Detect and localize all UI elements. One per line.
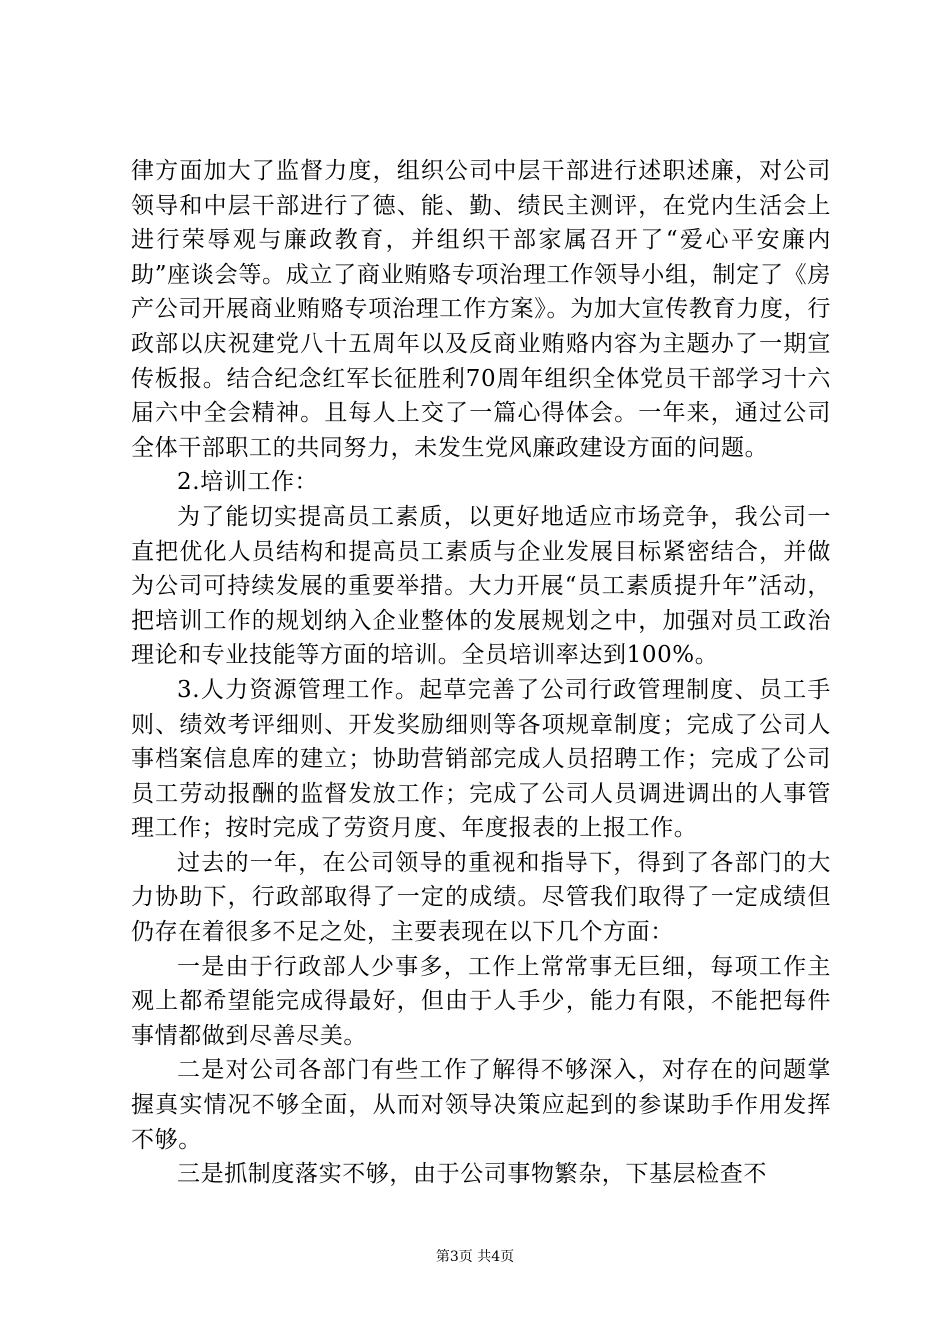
heading-training: 2.培训工作：: [177, 469, 319, 496]
paragraph-issue-two: 二是对公司各部门有些工作了解得不够深入，对存在的问题掌握真实情况不够全面，从而对领导决策应起到的参谋助手作用发挥不够。: [131, 1057, 831, 1153]
paragraph-continuation: 律方面加大了监督力度，组织公司中层干部进行述职述廉，对公司领导和中层干部进行了德、能、勤、绩民主测评，在党内生活会上进行荣辱观与廉政教育，并组织干部家属召开了“爱心平安廉内助”座谈会等。成立了商业贿赂专项治理工作领导小组，制定了《房产公司开展商业贿赂专项治理工作方案》。为加大宣传教育力度，行政部以庆祝建党八十五周年以及反商业贿赂内容为主题办了一期宣传板报。结合纪念红军长征胜利70周年组织全体党员干部学习十六届六中全会精神。且每人上交了一篇心得体会。一年来，通过公司全体干部职工的共同努力，未发生党风廉政建设方面的问题。: [131, 158, 831, 461]
paragraph-issue-one: 一是由于行政部人少事多，工作上常常事无巨细，每项工作主观上都希望能完成得最好，但由于人手少，能力有限，不能把每件事情都做到尽善尽美。: [131, 953, 831, 1049]
page-number-footer: 第3页 共4页: [435, 1249, 515, 1265]
paragraph-summary: 过去的一年，在公司领导的重视和指导下，得到了各部门的大力协助下，行政部取得了一定的成绩。尽管我们取得了一定成绩但仍存在着很多不足之处，主要表现在以下几个方面：: [131, 849, 831, 946]
paragraph-training: 为了能切实提高员工素质，以更好地适应市场竞争，我公司一直把优化人员结构和提高员工素质与企业发展目标紧密结合，并做为公司可持续发展的重要举措。大力开展“员工素质提升年”活动，把培训工作的规划纳入企业整体的发展规划之中，加强对员工政治理论和专业技能等方面的培训。全员培训率达到100%。: [131, 503, 831, 669]
paragraph-issue-three: 三是抓制度落实不够，由于公司事物繁杂，下基层检查不: [177, 1161, 767, 1188]
document-body: [131, 154, 831, 1192]
paragraph-hr-management: 3.人力资源管理工作。起草完善了公司行政管理制度、员工手则、绩效考评细则、开发奖励细则等各项规章制度；完成了公司人事档案信息库的建立；协助营销部完成人员招聘工作；完成了公司员工劳动报酬的监督发放工作；完成了公司人员调进调出的人事管理工作；按时完成了劳资月度、年度报表的上报工作。: [131, 676, 831, 842]
